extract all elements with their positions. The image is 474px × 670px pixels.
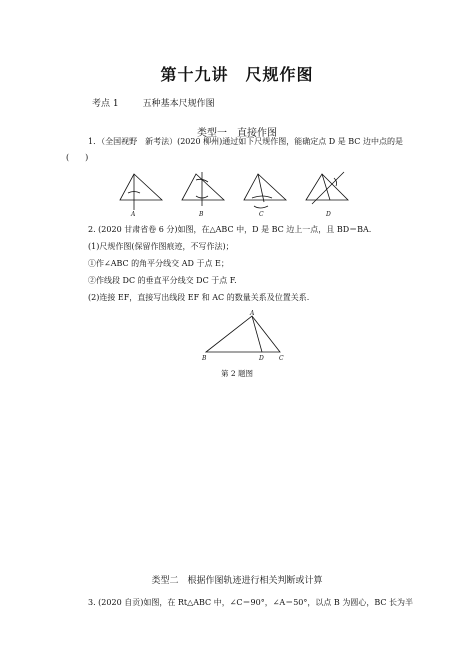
q2-figure-caption: 第 2 题图 — [220, 369, 254, 378]
q1-figure-d — [306, 172, 348, 218]
q2-text-line1: 2. (2020 甘肃省卷 6 分)如图，在△ABC 中，D 是 BC 边上一点，且 BD＝BA. — [88, 225, 372, 234]
q2-label-d: D — [259, 355, 264, 362]
q1-figure-a — [120, 174, 162, 218]
q1-figure-c — [244, 174, 286, 218]
q1-answer-blank: ( ) — [66, 153, 89, 162]
kaodian-label: 考点 1 — [92, 99, 119, 109]
kaodian-heading — [92, 96, 215, 109]
kaodian-name: 五种基本尺规作图 — [142, 99, 215, 109]
q2-text-line5: (2)连接 EF，直接写出线段 EF 和 AC 的数量关系及位置关系. — [88, 293, 310, 302]
q1-option-a-label: A — [131, 211, 136, 218]
q2-label-a: A — [250, 310, 255, 317]
q2-label-b: B — [202, 355, 207, 362]
page-title: 第十九讲 尺规作图 — [160, 65, 314, 84]
q1-option-figures — [118, 170, 358, 220]
type2-heading: 类型二 根据作图轨迹进行相关判断或计算 — [151, 576, 323, 586]
q1-figure-b — [182, 172, 224, 218]
q2-text-line3: ①作∠ABC 的角平分线交 AD 于点 E； — [88, 259, 229, 268]
q1-option-d-label: D — [326, 211, 331, 218]
q1-text-line1: 1．（全国视野 新考法）(2020 柳州)通过如下尺规作图，能确定点 D 是 BC 边中点的是 — [88, 137, 403, 146]
type1-heading: 类型一 直接作图 — [197, 128, 277, 139]
q1-option-c-label: C — [259, 211, 264, 218]
q2-triangle-figure — [200, 310, 290, 362]
q1-option-b-label: B — [199, 211, 204, 218]
q2-text-line2: (1)尺规作图(保留作图痕迹，不写作法)； — [88, 242, 234, 251]
q2-label-c: C — [279, 355, 284, 362]
q3-text-line1: 3. (2020 自贡)如图，在 Rt△ABC 中，∠C＝90°，∠A＝50°，以点 B 为圆心，BC 长为半 — [88, 598, 414, 607]
q2-text-line4: ②作线段 DC 的垂直平分线交 DC 于点 F. — [88, 276, 237, 285]
